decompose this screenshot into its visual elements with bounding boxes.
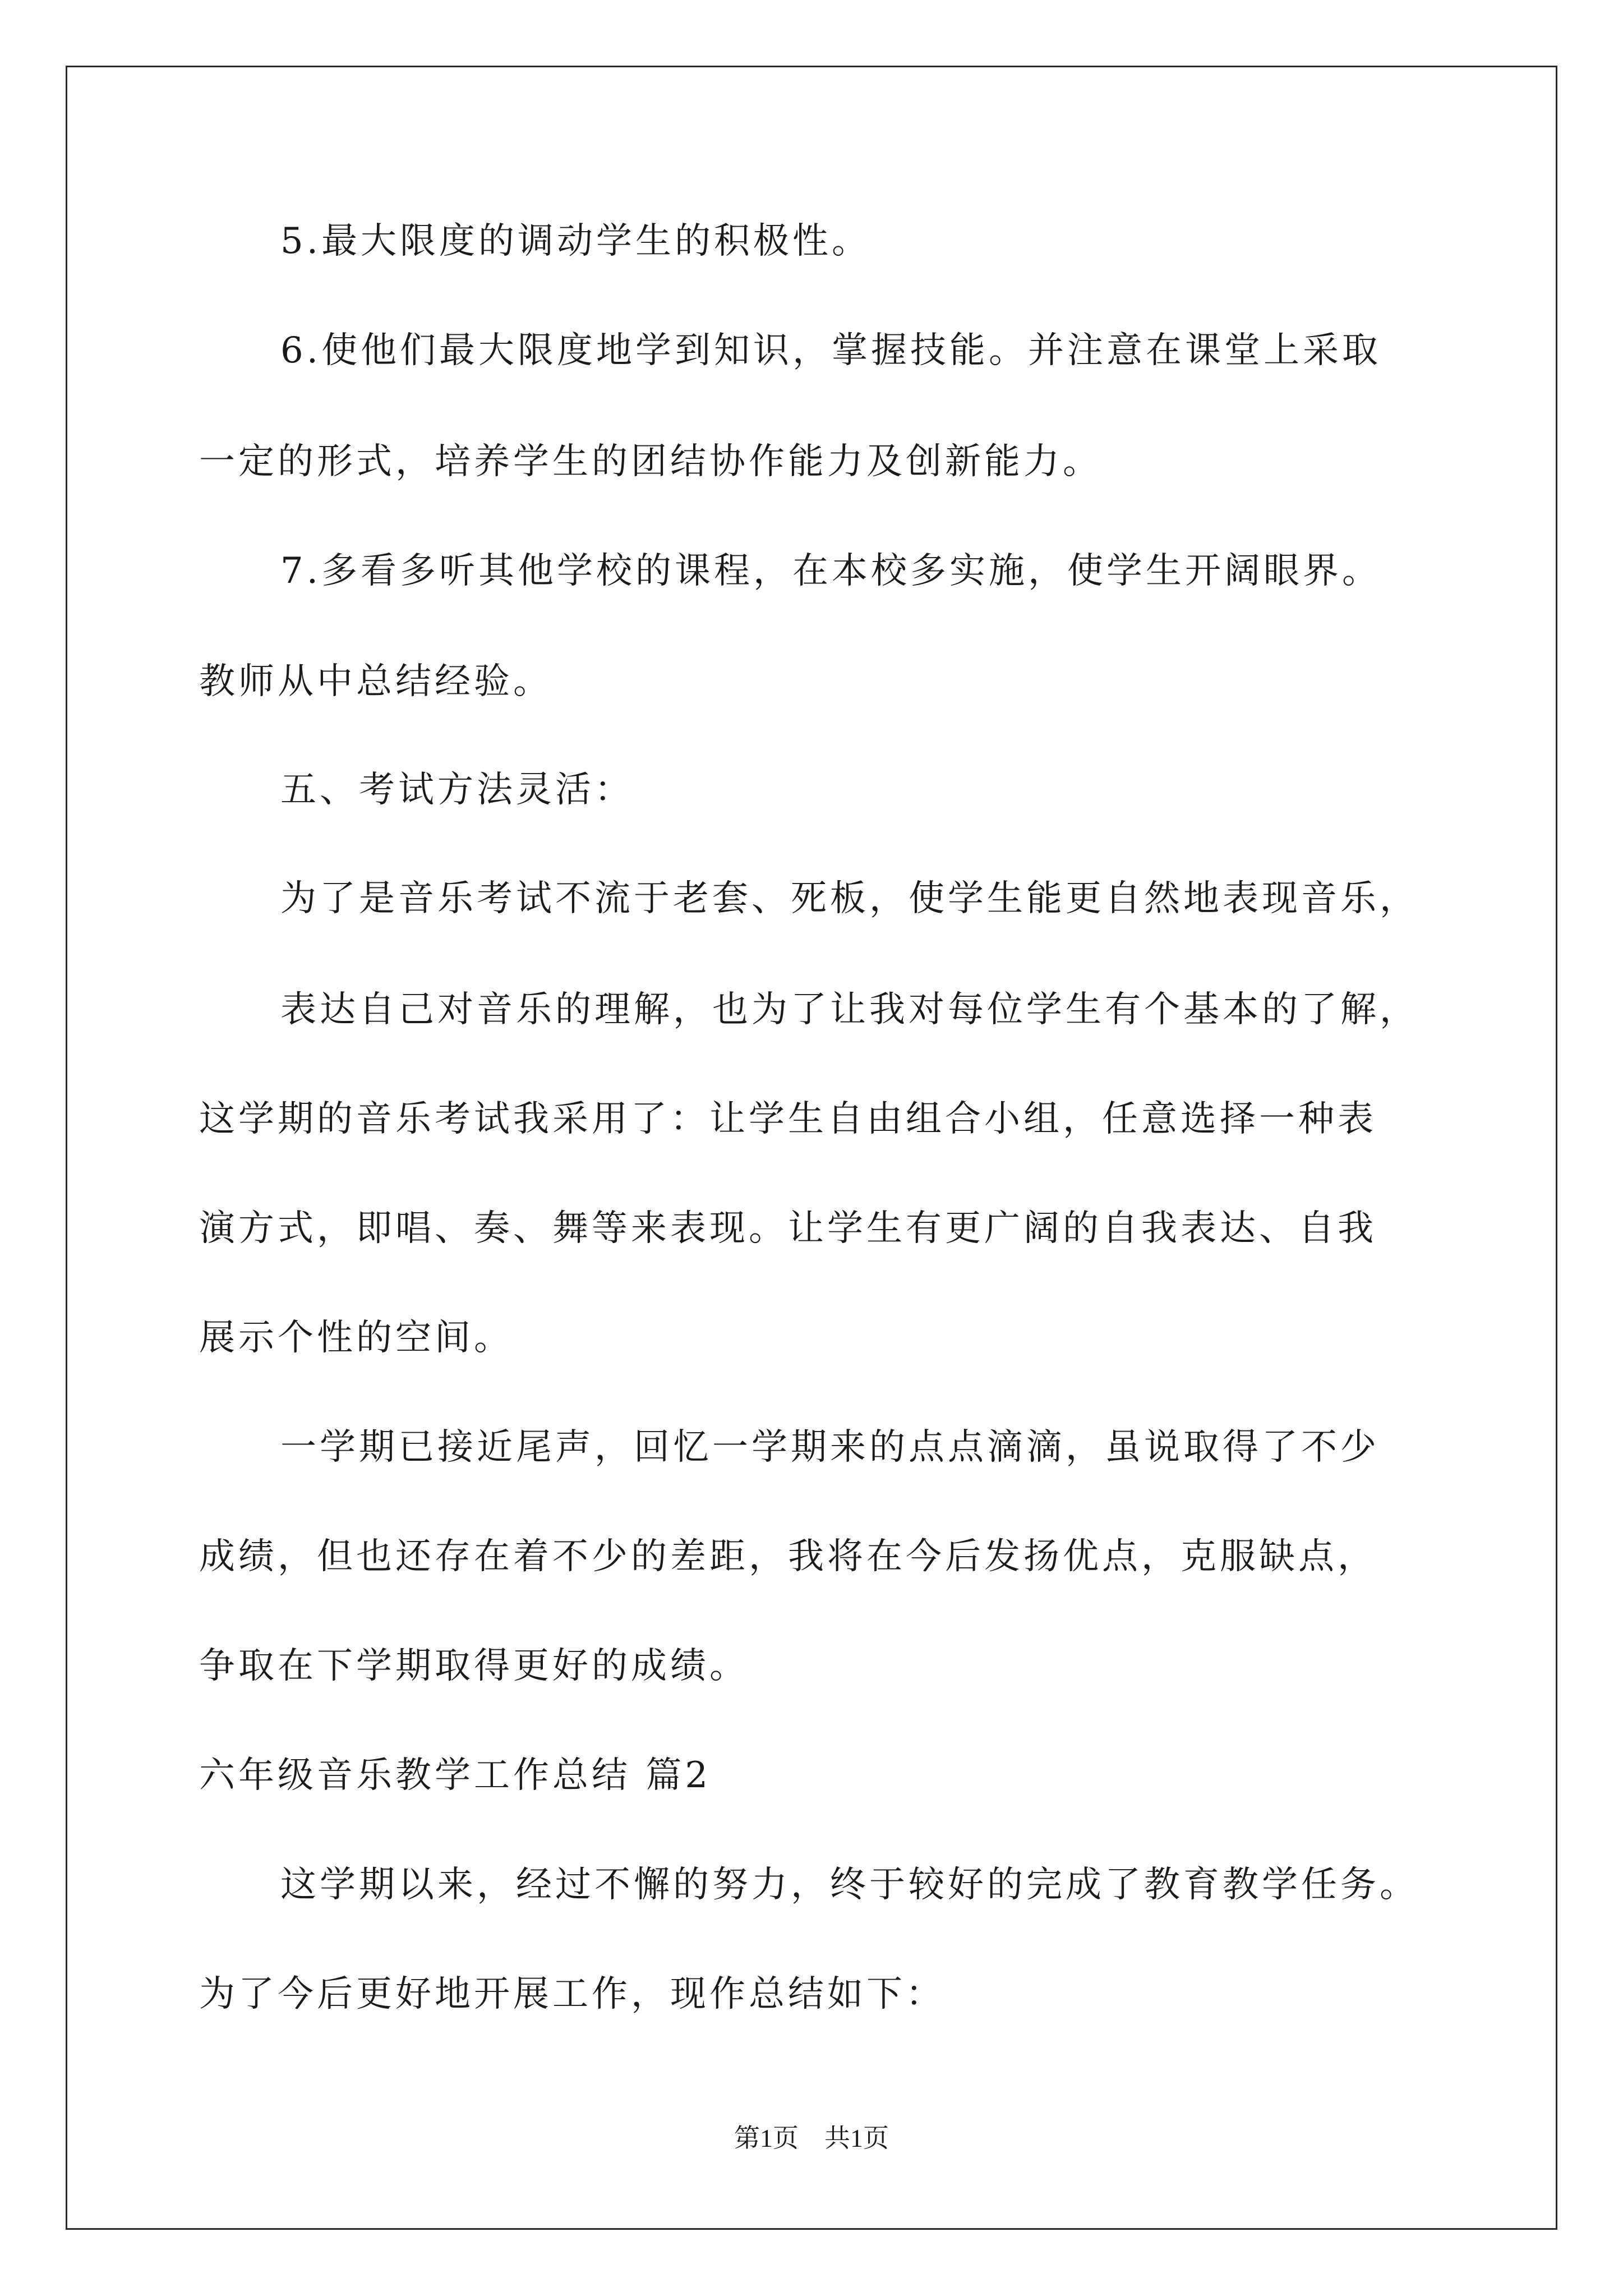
paragraph-line: 表达自己对音乐的理解，也为了让我对每位学生有个基本的了解， — [280, 989, 1419, 1030]
paragraph-line: 成绩，但也还存在着不少的差距，我将在今后发扬优点，克服缺点， — [199, 1536, 1377, 1577]
paragraph-line: 一学期已接近尾声，回忆一学期来的点点滴滴，虽说取得了不少 — [280, 1427, 1380, 1468]
paragraph-line: 这学期以来，经过不懈的努力，终于较好的完成了教育教学任务。 — [280, 1864, 1419, 1906]
paragraph-line: 5.最大限度的调动学生的积极性。 — [280, 220, 872, 262]
section-heading: 五、考试方法灵活： — [280, 769, 634, 811]
paragraph-line: 一定的形式，培养学生的团结协作能力及创新能力。 — [199, 441, 1102, 482]
article-title: 六年级音乐教学工作总结 篇2 — [199, 1755, 712, 1796]
page-number-footer: 第1页 共1页 — [734, 2124, 889, 2152]
paragraph-line: 为了是音乐考试不流于老套、死板，使学生能更自然地表现音乐， — [280, 878, 1419, 919]
paragraph-line: 7.多看多听其他学校的课程，在本校多实施，使学生开阔眼界。 — [280, 550, 1382, 592]
paragraph-line: 这学期的音乐考试我采用了：让学生自由组合小组，任意选择一种表 — [199, 1098, 1377, 1140]
paragraph-line: 为了今后更好地开展工作，现作总结如下： — [199, 1973, 945, 2015]
paragraph-line: 6.使他们最大限度地学到知识，掌握技能。并注意在课堂上采取 — [280, 330, 1382, 371]
paragraph-line: 争取在下学期取得更好的成绩。 — [199, 1645, 749, 1687]
paragraph-line: 教师从中总结经验。 — [199, 661, 552, 702]
paragraph-line: 演方式，即唱、奏、舞等来表现。让学生有更广阔的自我表达、自我 — [199, 1208, 1377, 1249]
paragraph-line: 展示个性的空间。 — [199, 1317, 513, 1359]
